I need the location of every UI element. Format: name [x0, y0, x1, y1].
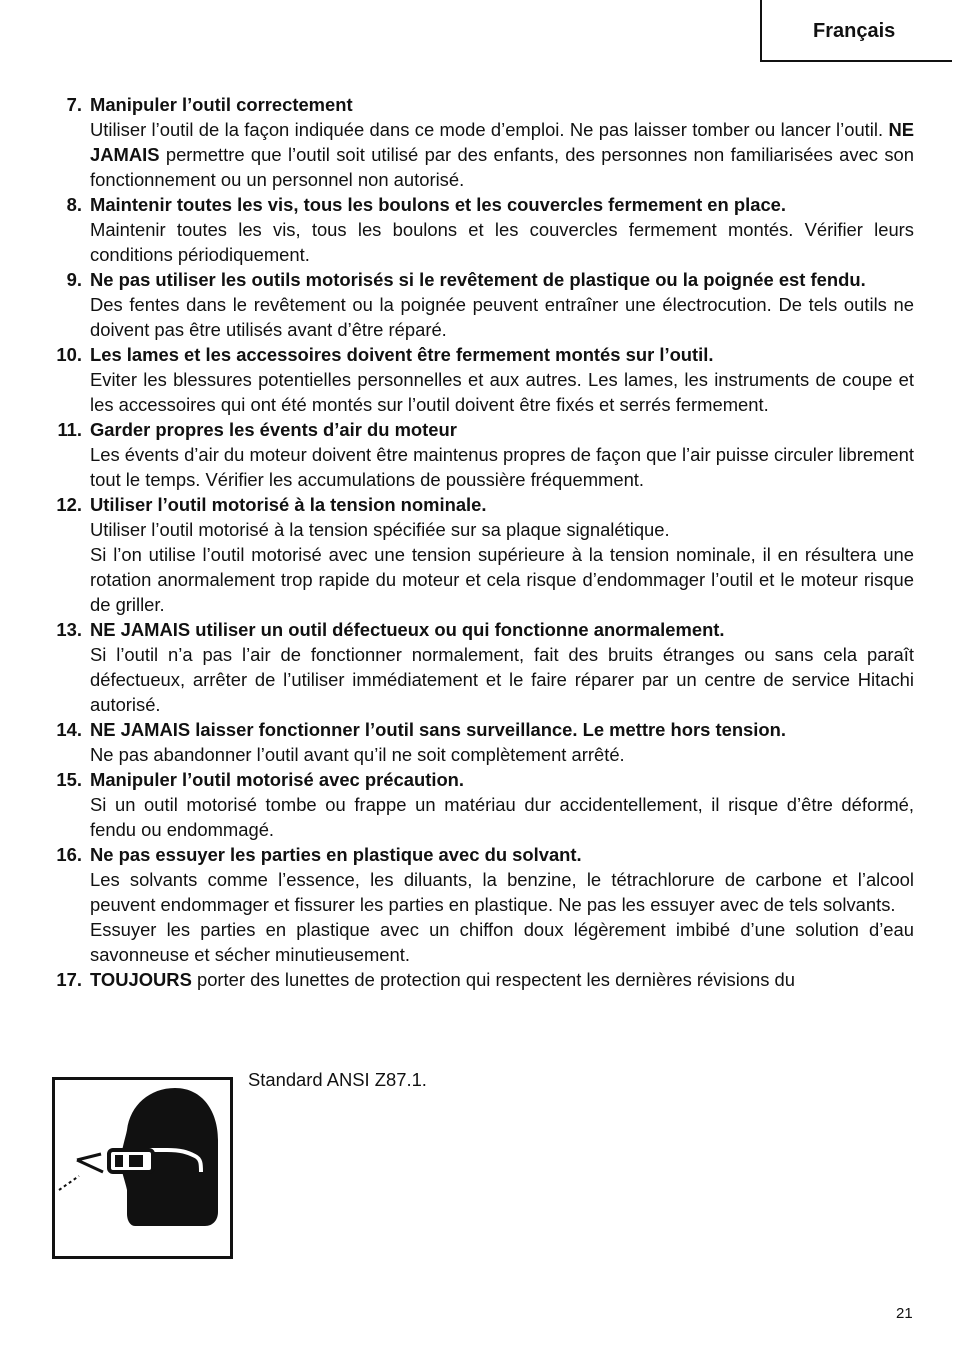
- item-number: 17.: [56, 969, 82, 990]
- item-heading: Utiliser l’outil motorisé à la tension nominale.: [90, 494, 487, 515]
- item-heading: Manipuler l’outil motorisé avec précaution.: [90, 769, 465, 790]
- list-item: [48, 842, 914, 967]
- item-paragraph: Si un outil motorisé tombe ou frappe un matériau dur accidentellement, il risque d’être déformé, fendu ou endommagé.: [90, 794, 914, 840]
- list-item: [48, 92, 914, 192]
- list-item: [48, 492, 914, 617]
- list-item: [48, 342, 914, 417]
- item-paragraph: Les évents d’air du moteur doivent être maintenus propres de façon que l’air puisse circuler librement tout le temps. Vérifier les accumulations de poussière fréquemment.: [90, 444, 914, 490]
- item-heading: NE JAMAIS laisser fonctionner l’outil sans surveillance. Le mettre hors tension.: [90, 719, 786, 740]
- list-item: [48, 967, 914, 992]
- item-number: 9.: [66, 269, 82, 290]
- page-number: 21: [896, 1305, 913, 1322]
- item-number: 15.: [56, 769, 82, 790]
- item-paragraph: Maintenir toutes les vis, tous les boulons et les couvercles fermement montés. Vérifier leurs conditions périodiquement.: [90, 219, 914, 265]
- item-paragraph: Si l’outil n’a pas l’air de fonctionner normalement, fait des bruits étranges ou sans cela paraît défectueux, arrêter de l’utiliser immédiatement et le faire réparer par un centre de service Hitachi autorisé.: [90, 644, 914, 715]
- language-tab: [760, 0, 952, 62]
- item-paragraph: Les solvants comme l’essence, les diluants, la benzine, le tétrachlorure de carbone et l’alcool peuvent endommager et fissurer les parties en plastique. Ne pas les essuyer avec de tels solvants.: [90, 869, 914, 915]
- item-heading: Les lames et les accessoires doivent être fermement montés sur l’outil.: [90, 344, 714, 365]
- item-number: 10.: [56, 344, 82, 365]
- item-number: 13.: [56, 619, 82, 640]
- item-paragraph: Ne pas abandonner l’outil avant qu’il ne soit complètement arrêté.: [90, 744, 625, 765]
- list-item: [48, 717, 914, 767]
- item-paragraph: Utiliser l’outil motorisé à la tension spécifiée sur sa plaque signalétique.: [90, 519, 670, 540]
- item-heading: Manipuler l’outil correctement: [90, 94, 353, 115]
- item-paragraph: Des fentes dans le revêtement ou la poignée peuvent entraîner une électrocution. De tels outils ne doivent pas être utilisés avant d’être réparé.: [90, 294, 914, 340]
- list-item: [48, 767, 914, 842]
- language-label: Français: [813, 20, 896, 42]
- list-item: [48, 267, 914, 342]
- safety-goggles-icon: [55, 1080, 230, 1256]
- item-heading: Maintenir toutes les vis, tous les boulons et les couvercles fermement en place.: [90, 194, 787, 215]
- item-heading: NE JAMAIS utiliser un outil défectueux ou qui fonctionne anormalement.: [90, 619, 725, 640]
- item-paragraph: Utiliser l’outil de la façon indiquée dans ce mode d’emploi. Ne pas laisser tomber ou lancer l’outil. NE JAMAIS permettre que l’outil soit utilisé par des enfants, des personnes non familiarisées avec son fonctionnement ou un personnel non autorisé.: [90, 119, 914, 190]
- item-number: 7.: [66, 94, 82, 115]
- item-heading: Garder propres les évents d’air du moteur: [90, 419, 457, 440]
- item-17-lead: TOUJOURS: [90, 969, 192, 990]
- safety-goggles-pictogram: [52, 1077, 233, 1259]
- list-item: [48, 617, 914, 717]
- item-17-first-line: TOUJOURS porter des lunettes de protection qui respectent les dernières révisions du: [90, 969, 796, 990]
- item-17-continuation: Standard ANSI Z87.1.: [248, 1069, 427, 1090]
- item-heading: Ne pas essuyer les parties en plastique avec du solvant.: [90, 844, 582, 865]
- item-number: 11.: [57, 419, 82, 440]
- safety-instructions-list: [48, 92, 914, 992]
- item-number: 14.: [56, 719, 82, 740]
- list-item: [48, 192, 914, 267]
- item-paragraph: Si l’on utilise l’outil motorisé avec une tension supérieure à la tension nominale, il en résultera une rotation anormalement trop rapide du moteur et cela risque d’endommager l’outil et le moteur risque de griller.: [90, 544, 914, 615]
- item-number: 8.: [66, 194, 82, 215]
- list-item: [48, 417, 914, 492]
- item-heading: Ne pas utiliser les outils motorisés si le revêtement de plastique ou la poignée est fendu.: [90, 269, 866, 290]
- item-number: 16.: [56, 844, 82, 865]
- item-paragraph: Eviter les blessures potentielles personnelles et aux autres. Les lames, les instruments de coupe et les accessoires qui ont été montés sur l’outil doivent être fixés et serrés fermement.: [90, 369, 914, 415]
- item-number: 12.: [56, 494, 82, 515]
- item-paragraph: Essuyer les parties en plastique avec un chiffon doux légèrement imbibé d’une solution d’eau savonneuse et sécher minutieusement.: [90, 919, 914, 965]
